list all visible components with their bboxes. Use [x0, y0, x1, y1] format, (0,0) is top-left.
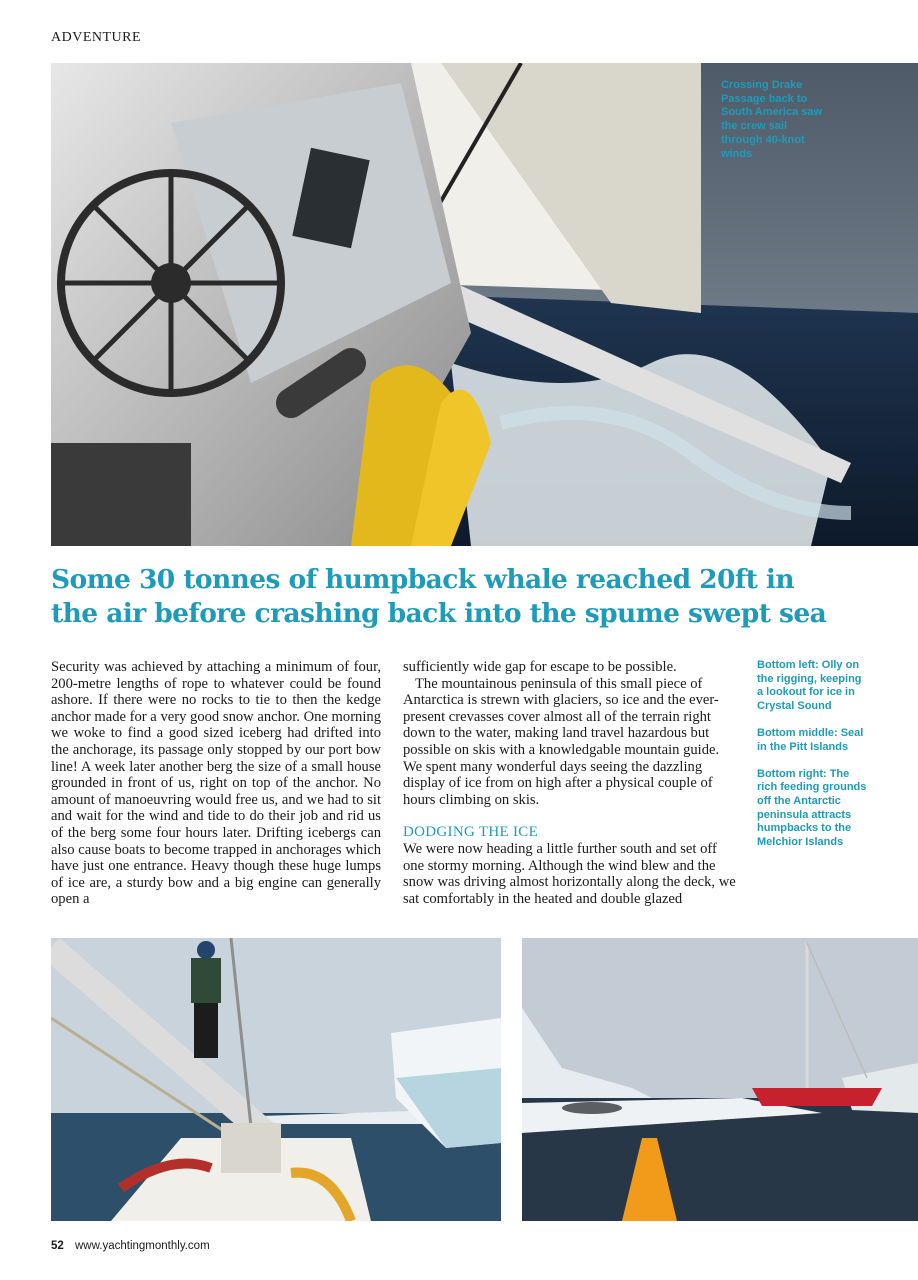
pull-quote: Some 30 tonnes of humpback whale reached 20ft in the air before crashing back into the spume swept sea: [51, 564, 827, 629]
body-column-2: [403, 659, 736, 907]
section-label: ADVENTURE: [51, 30, 142, 45]
photo-kayak-yacht: [522, 938, 918, 1221]
body-paragraph: Security was achieved by attaching a minimum of four, 200-metre lengths of rope to whatever could be found ashore. If there were no rocks to tie to then the kedge anchor made for a very good snow anchor. One morning we woke to find a good sized iceberg had drifted into the anchorage, its passage only stopped by our port bow line! A week later another berg the size of a small house grounded in front of us, right on top of the anchor. No amount of manoeuvring would free us, and we had to sit and wait for the wind and tide to do their job and rid us of the berg some four hours later. Drifting icebergs can also cause boats to become trapped in anchorages which have just one entrance. Heavy though these huge lumps of ice are, a sturdy bow and a big engine can generally open a: [51, 659, 381, 908]
side-captions: [757, 659, 867, 863]
section-subhead: DODGING THE ICE: [403, 824, 539, 841]
body-column-1: [51, 659, 381, 908]
body-paragraph: The mountainous peninsula of this small piece of Antarctica is strewn with glaciers, so ice and the ever-present crevasses cover almost all of the terrain right down to the water, making land travel hazardous but possible on skis with a knowledgable mountain guide. We spent many wonderful days seeing the dazzling display of ice from on high after a physical couple of hours climbing on skis.: [403, 675, 720, 808]
hero-caption: Crossing Drake Passage back to South America saw the crew sail through 40-knot winds: [721, 79, 823, 160]
caption-bottom-middle: Bottom middle: Seal in the Pitt Islands: [757, 726, 864, 753]
page-footer: [51, 1240, 210, 1252]
footer-url: www.yachtingmonthly.com: [75, 1240, 210, 1252]
body-paragraph: sufficiently wide gap for escape to be possible.: [403, 659, 677, 675]
caption-bottom-left: Bottom left: Olly on the rigging, keeping a lookout for ice in Crystal Sound: [757, 659, 862, 712]
photo-rigging-lookout: [51, 938, 501, 1221]
page-number: 52: [51, 1240, 64, 1252]
caption-bottom-right: Bottom right: The rich feeding grounds off the Antarctic peninsula attracts humpbacks to the Melchior Islands: [757, 767, 867, 848]
body-paragraph: We were now heading a little further south and set off one stormy morning. Although the wind blew and the snow was driving almost horizontally along the deck, we sat comfortably in the heated and double glazed: [403, 840, 736, 907]
